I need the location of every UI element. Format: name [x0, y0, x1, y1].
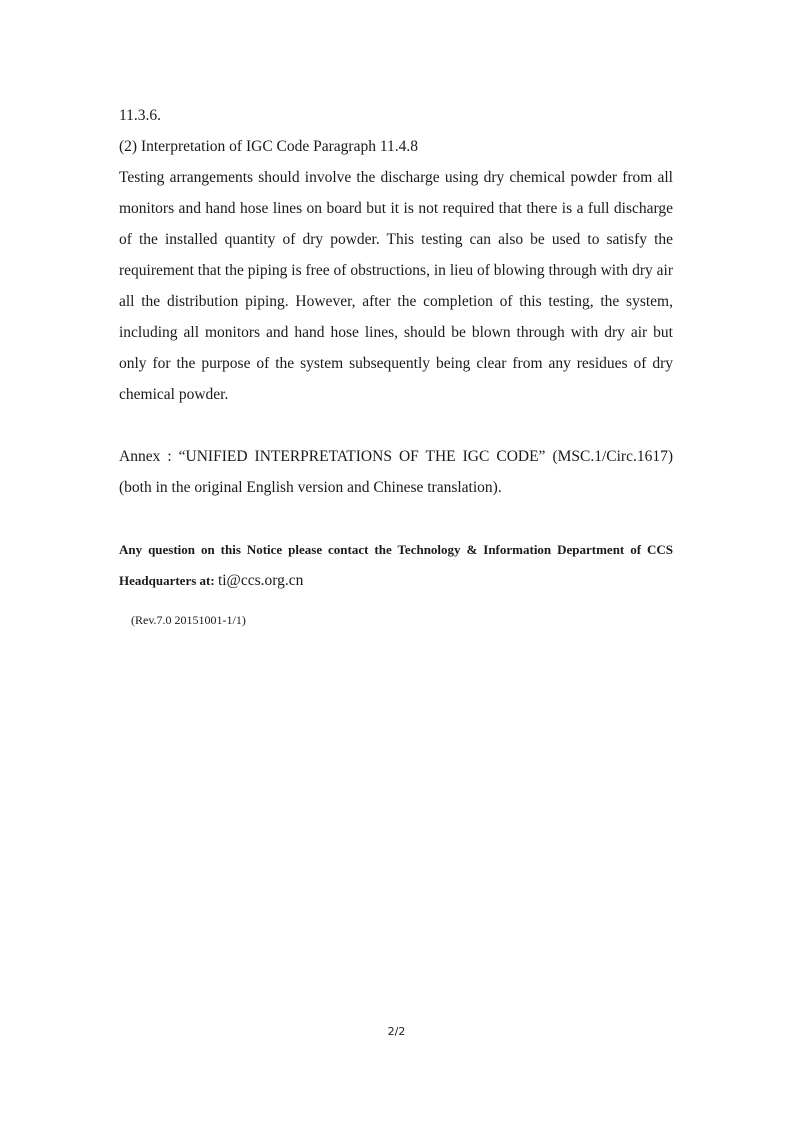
interpretation-body: Testing arrangements should involve the discharge using dry chemical powder from all monitors and hand hose lines on board but it is not required that there is a full discharge of the installed quantity of dry powder. This testing can also be used to satisfy the requirement that the piping is free of obstructions, in lieu of blowing through with dry air all the distribution piping. However, after the completion of this testing, the system, including all monitors and hand hose lines, should be blown through with dry air but only for the purpose of the system subsequently being clear from any residues of dry chemical powder.	[119, 169, 673, 403]
contact-notice	[119, 534, 673, 596]
contact-email: ti@ccs.org.cn	[217, 572, 304, 589]
contact-text: Any question on this Notice please contact the Technology & Information Department of CCS Headquarters at:	[119, 542, 673, 588]
paragraph-spacer	[119, 410, 673, 441]
section-reference: 11.3.6.	[119, 107, 162, 124]
annex-reference: Annex : “UNIFIED INTERPRETATIONS OF THE IGC CODE” (MSC.1/Circ.1617) (both in the original English version and Chinese translation).	[119, 448, 673, 496]
page-number: 2/2	[387, 1025, 406, 1038]
document-content	[119, 100, 673, 630]
revision-label: (Rev.7.0 20151001-1/1)	[131, 613, 246, 627]
interpretation-heading: (2) Interpretation of IGC Code Paragraph 11.4.8	[119, 138, 419, 155]
paragraph-spacer	[119, 503, 673, 534]
